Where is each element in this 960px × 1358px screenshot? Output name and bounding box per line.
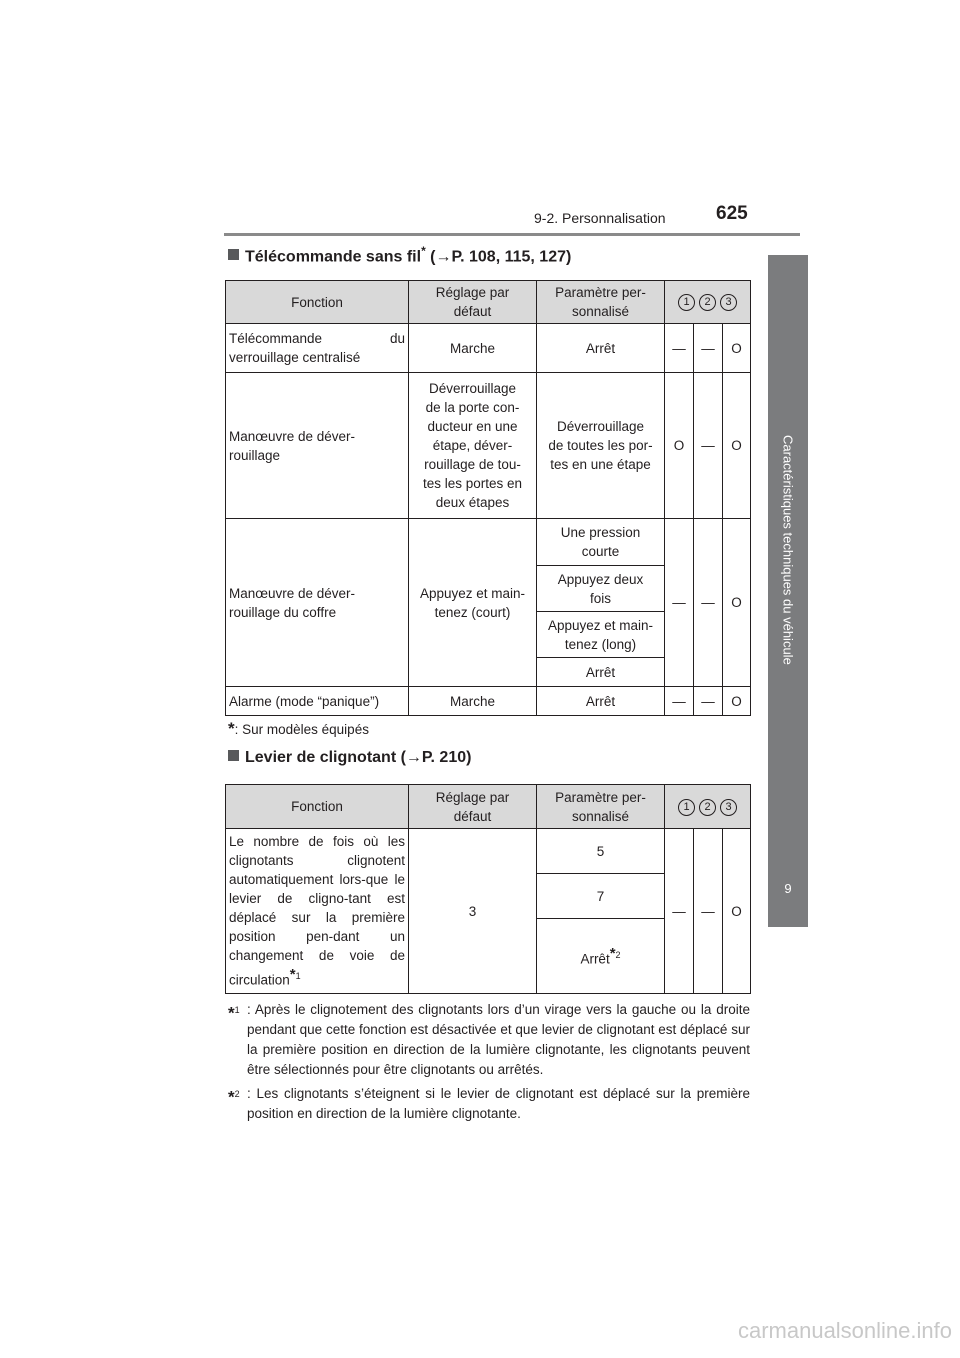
row-c2: — (694, 324, 723, 373)
section-header: 9-2. Personnalisation (534, 210, 666, 226)
remote-settings-table (225, 280, 751, 716)
circled-2-icon: 2 (699, 799, 716, 816)
row-c1: — (665, 519, 694, 687)
option-cell: Appuyez deux fois (537, 566, 665, 612)
option-cell: Une pression courte (537, 519, 665, 566)
table-row (226, 687, 751, 716)
col-markers (665, 785, 751, 829)
circled-2-icon: 2 (699, 294, 716, 311)
footnote-1: *$^1$ : Après le clignotement des clignotants lors d’un virage vers la gauche ou la droite pendant que cette fonction est désactivée et que levier de clignotant est déplacé sur la première position en direction de la lumière clignotante, les clignotants peuvent être sélectionnés pour être clignotants ou arrêtés. (228, 1002, 750, 1077)
row-perso: Déverrouillage de toutes les por- tes en une étape (537, 373, 665, 519)
row-defaut: 3 (409, 829, 537, 994)
section-heading-remote: Télécommande sans fil* (→P. 108, 115, 127) (228, 244, 571, 266)
table-header-row (226, 785, 751, 829)
table-row (226, 373, 751, 519)
col-defaut: Réglage par défaut (409, 785, 537, 829)
table-row (226, 519, 751, 566)
option-cell: Arrêt$^{*2}$ (537, 919, 665, 994)
row-c2: — (694, 687, 723, 716)
row-c3: O (723, 829, 751, 994)
circled-1-icon: 1 (678, 294, 695, 311)
bullet-square-icon (228, 750, 239, 761)
row-perso: Arrêt (537, 324, 665, 373)
row-c3: O (723, 687, 751, 716)
row-c2: — (694, 519, 723, 687)
row-c1: — (665, 687, 694, 716)
section-heading-turn-signal: Levier de clignotant (→P. 210) (228, 749, 471, 767)
col-fonction: Fonction (226, 785, 409, 829)
turn-signal-settings-table (225, 784, 751, 994)
row-c1: O (665, 373, 694, 519)
row-perso: Arrêt (537, 687, 665, 716)
col-defaut: Réglage par défaut (409, 281, 537, 324)
page-number: 625 (716, 203, 748, 224)
row-fonction: Télécommande du verrouillage centralisé (226, 324, 409, 373)
chapter-tab-number: 9 (784, 880, 792, 896)
table-row (226, 829, 751, 874)
row-c3: O (723, 373, 751, 519)
option-cell: 7 (537, 874, 665, 919)
col-perso: Paramètre per- sonnalisé (537, 281, 665, 324)
row-defaut: Marche (409, 687, 537, 716)
circled-3-icon: 3 (720, 294, 737, 311)
row-c1: — (665, 829, 694, 994)
footnote-equipped: *: Sur modèles équipés (228, 719, 369, 738)
option-cell: Arrêt (537, 658, 665, 687)
header-divider (224, 233, 800, 236)
row-c2: — (694, 829, 723, 994)
row-defaut: Déverrouillage de la porte con- ducteur en une étape, déver- rouillage de tou- tes les portes en deux étapes (409, 373, 537, 519)
circled-3-icon: 3 (720, 799, 737, 816)
row-fonction: Le nombre de fois où les clignotants clignotent automatiquement lors-que le levier de cligno-tant est déplacé sur la première position pen-dant un changement de voie de circulation$^{*1}$ (226, 829, 409, 994)
col-perso: Paramètre per- sonnalisé (537, 785, 665, 829)
footnote-2: *$^2$ : Les clignotants s’éteignent si le levier de clignotant est déplacé sur la première position en direction de la lumière clignotante. (228, 1086, 750, 1121)
col-markers (665, 281, 751, 324)
option-cell: Appuyez et main- tenez (long) (537, 612, 665, 658)
table-header-row (226, 281, 751, 324)
row-defaut: Appuyez et main- tenez (court) (409, 519, 537, 687)
row-fonction: Manœuvre de déver- rouillage (226, 373, 409, 519)
row-fonction: Alarme (mode “panique”) (226, 687, 409, 716)
circled-1-icon: 1 (678, 799, 695, 816)
option-cell: 5 (537, 829, 665, 874)
row-c3: O (723, 324, 751, 373)
row-defaut: Marche (409, 324, 537, 373)
watermark: carmanualsonline.info (737, 1318, 952, 1343)
col-fonction: Fonction (226, 281, 409, 324)
table-row (226, 324, 751, 373)
row-c3: O (723, 519, 751, 687)
row-c1: — (665, 324, 694, 373)
bullet-square-icon (228, 249, 239, 260)
row-c2: — (694, 373, 723, 519)
chapter-tab-label: Caractéristiques techniques du véhicule (780, 435, 796, 665)
row-fonction: Manœuvre de déver- rouillage du coffre (226, 519, 409, 687)
